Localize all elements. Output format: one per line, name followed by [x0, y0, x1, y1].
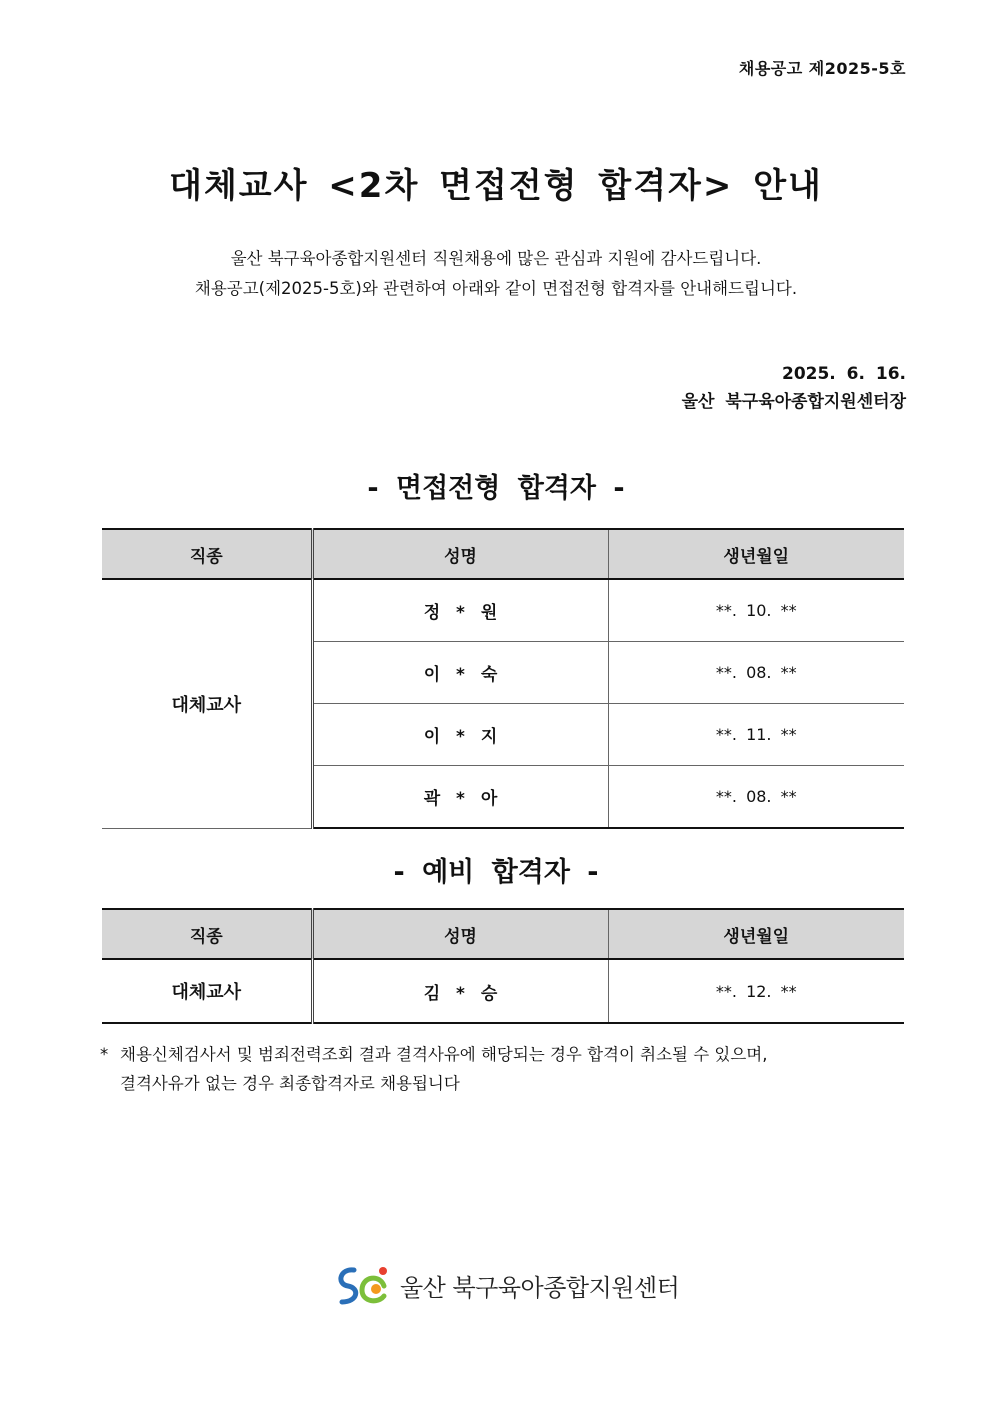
birth-cell: **. 10. ** [608, 579, 904, 642]
table-row [102, 959, 904, 1023]
job-type-cell: 대체교사 [102, 579, 312, 828]
passed-section-heading: - 면접전형 합격자 - [367, 473, 625, 504]
birth-cell: **. 12. ** [608, 959, 904, 1023]
header-birth: 생년월일 [608, 909, 904, 959]
footnote-line-1: 채용신체검사서 및 범죄전력조회 결과 결격사유에 해당되는 경우 합격이 취소될 수 있으며, [120, 1045, 768, 1064]
header-name: 성명 [312, 909, 608, 959]
header-job-type: 직종 [102, 909, 312, 959]
issuer-name: 울산 북구육아종합지원센터장 [681, 392, 906, 412]
reserve-table-header [102, 909, 904, 959]
intro-line-1: 울산 북구육아종합지원센터 직원채용에 많은 관심과 지원에 감사드립니다. [230, 249, 762, 268]
intro-text [0, 244, 992, 304]
name-cell: 곽 * 아 [312, 766, 608, 829]
logo-mark-icon [332, 1262, 394, 1308]
birth-cell: **. 08. ** [608, 642, 904, 704]
birth-cell: **. 08. ** [608, 766, 904, 829]
footnote [100, 1040, 906, 1098]
reserve-section-heading: - 예비 합격자 - [393, 857, 599, 888]
birth-cell: **. 11. ** [608, 704, 904, 766]
name-cell: 정 * 원 [312, 579, 608, 642]
header-job-type: 직종 [102, 529, 312, 579]
footnote-line-2: 결격사유가 없는 경우 최종합격자로 채용됩니다 [120, 1074, 460, 1093]
logo-text: 울산 북구육아종합지원센터 [400, 1273, 680, 1302]
passed-table-header [102, 529, 904, 579]
name-cell: 김 * 승 [312, 959, 608, 1023]
notice-number: 채용공고 제2025-5호 [738, 59, 906, 78]
center-logo [332, 1262, 679, 1308]
reserve-table [102, 908, 904, 1024]
page-title: 대체교사 <2차 면접전형 합격자> 안내 [169, 166, 823, 206]
name-cell: 이 * 지 [312, 704, 608, 766]
passed-table [102, 528, 904, 829]
intro-line-2: 채용공고(제2025-5호)와 관련하여 아래와 같이 면접전형 합격자를 안내해드립니다. [194, 279, 798, 298]
name-cell: 이 * 숙 [312, 642, 608, 704]
footnote-mark: * [100, 1045, 109, 1064]
date-issuer-block [682, 360, 906, 416]
issue-date: 2025. 6. 16. [781, 364, 906, 384]
table-row [102, 579, 904, 642]
job-type-cell: 대체교사 [102, 959, 312, 1023]
header-name: 성명 [312, 529, 608, 579]
header-birth: 생년월일 [608, 529, 904, 579]
